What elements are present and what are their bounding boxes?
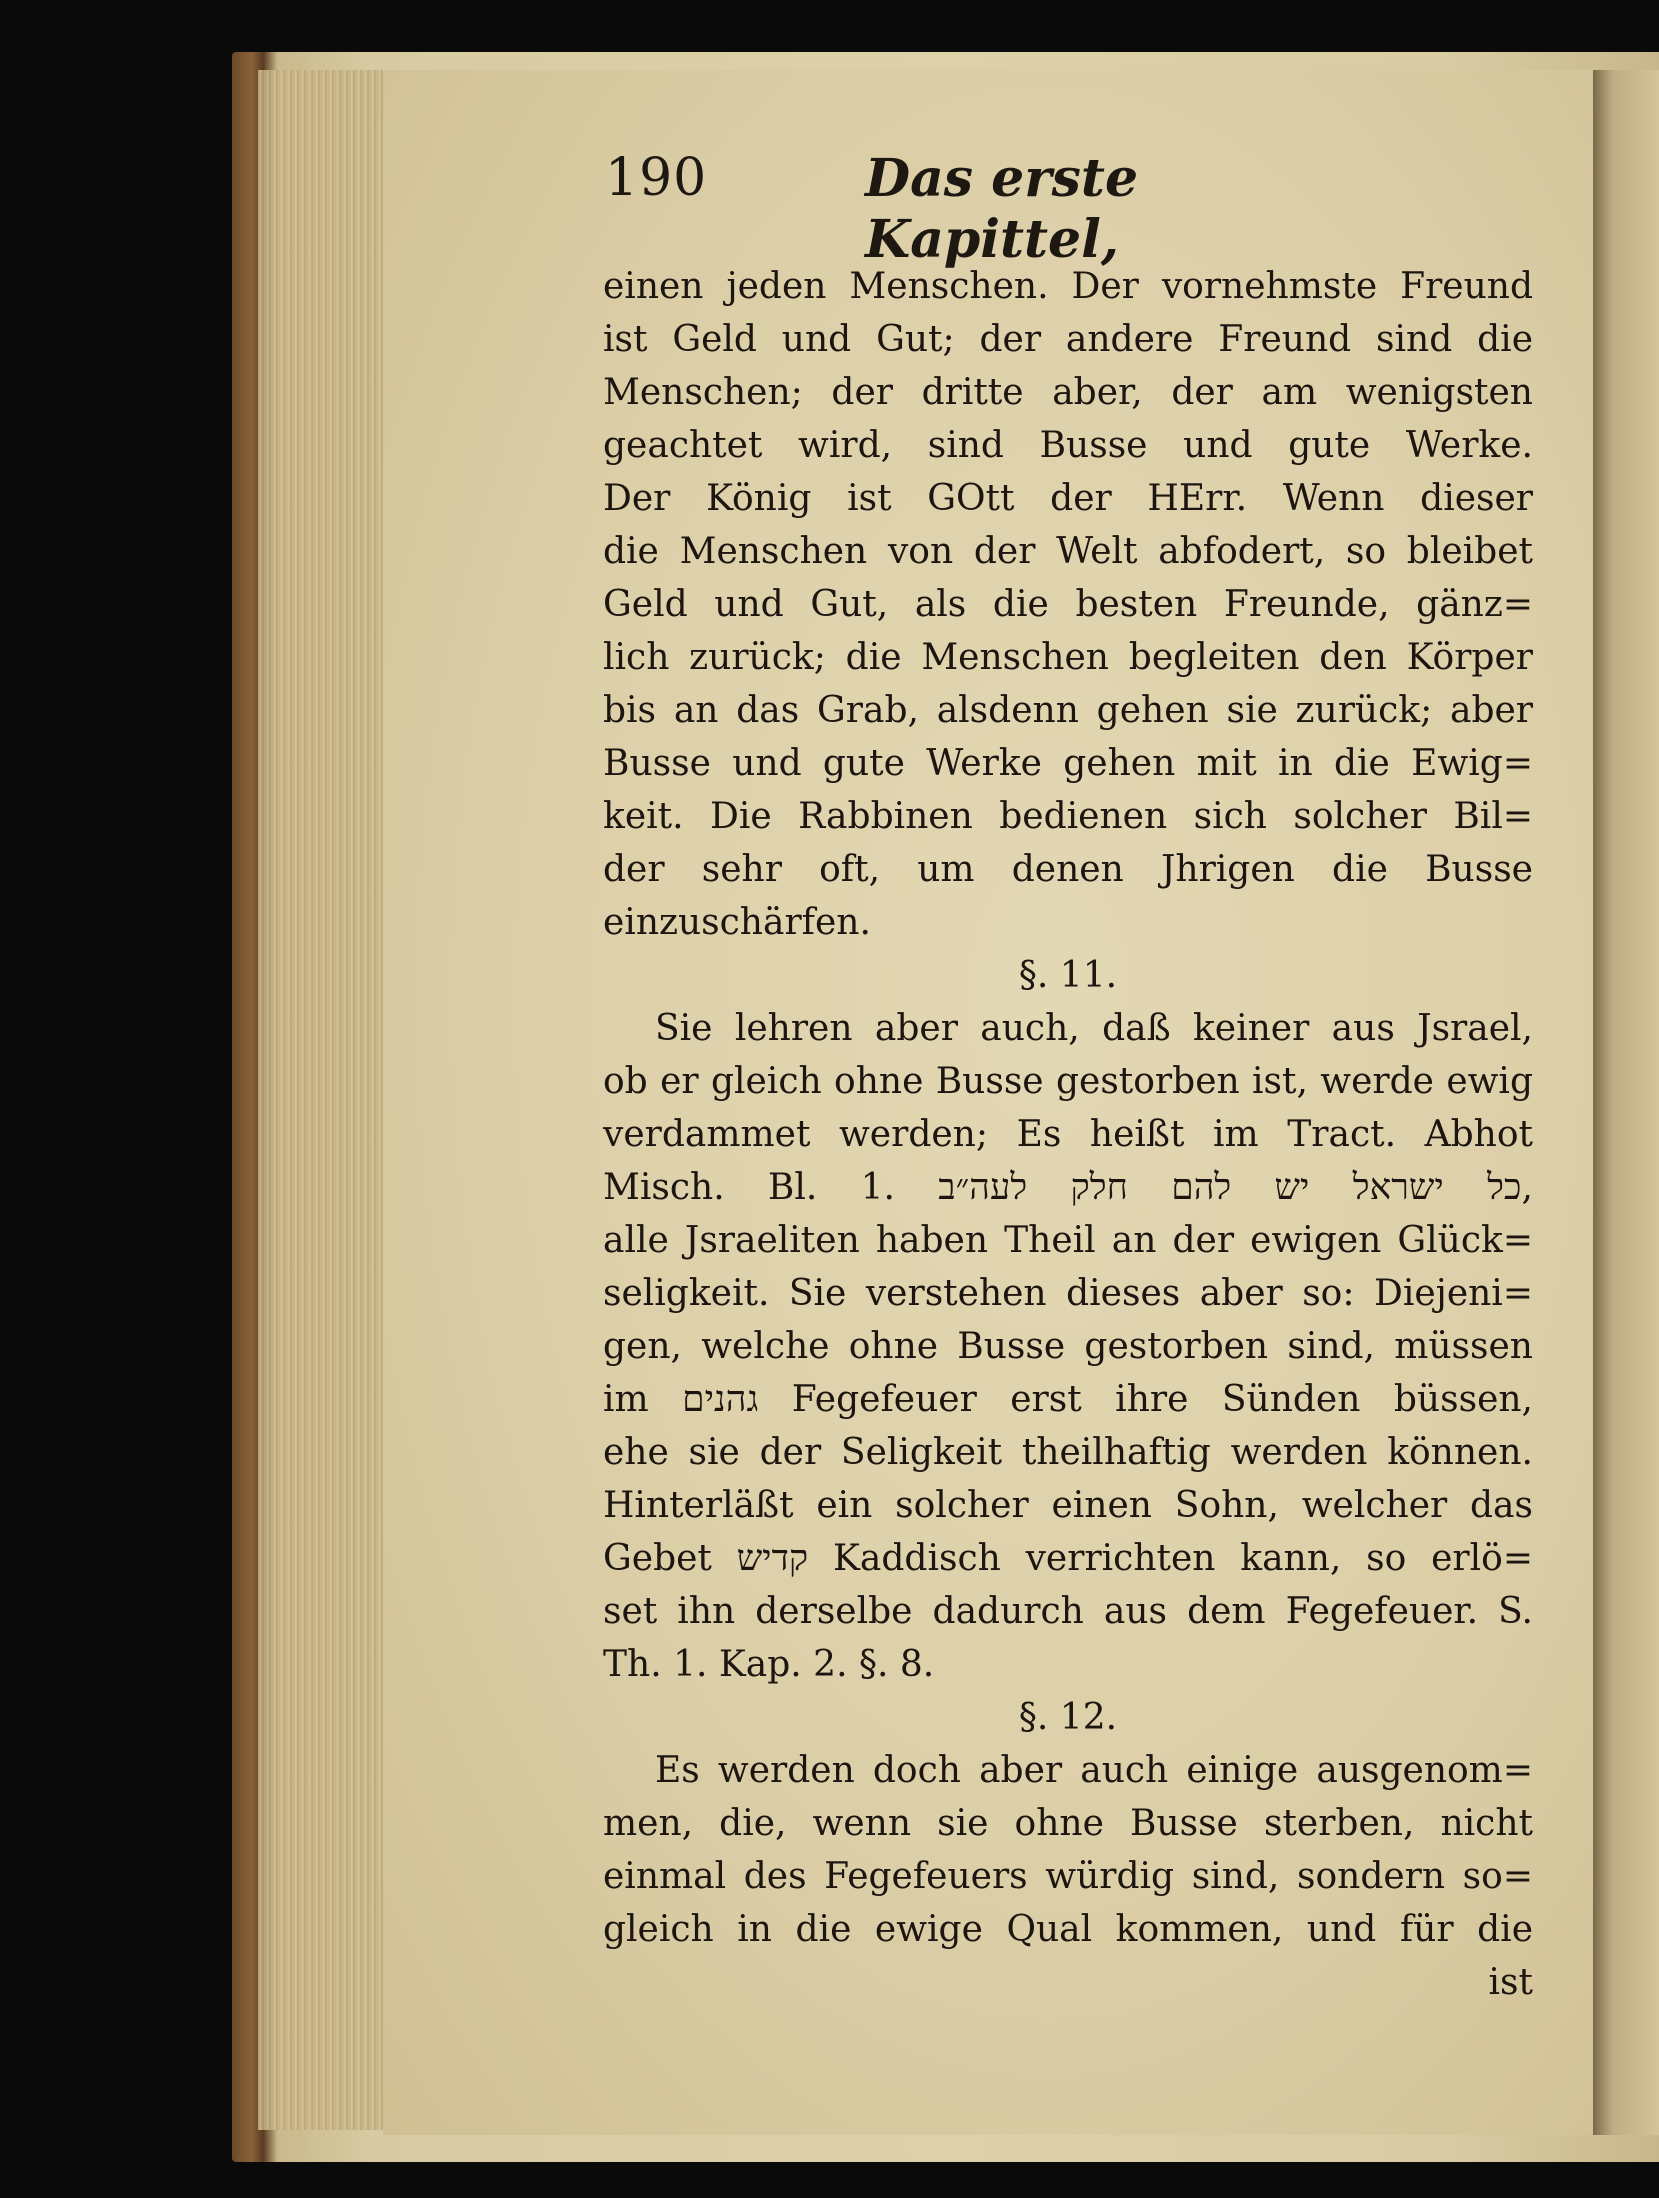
text-line: Busse und gute Werke gehen mit in die Ewig= [603,743,1533,784]
text-line: der sehr oft, um denen Jhrigen die Busse [603,849,1533,890]
text-line-hebrew: im גהנים Fegefeuer erst ihre Sünden büssen, [603,1379,1534,1420]
text-line-hebrew: Gebet קדיש Kaddisch verrichten kann, so erlö= [603,1538,1533,1579]
catchword: ist [1488,1962,1533,2003]
text-line: set ihn derselbe dadurch aus dem Fegefeuer. S. [603,1591,1533,1632]
running-head: Das erste Kapittel, [865,148,1139,270]
text-line: alle Jsraeliten haben Theil an der ewigen Glück= [603,1220,1533,1261]
page-header [605,148,1325,270]
text-line: Th. 1. Kap. 2. §. 8. [603,1644,935,1685]
text-line: gleich in die ewige Qual kommen, und für die [603,1909,1533,1950]
text-line: ist Geld und Gut; der andere Freund sind die [603,319,1533,360]
page-edges [258,70,383,2130]
body-text [603,260,1533,2009]
text-line: ehe sie der Seligkeit theilhaftig werden können. [603,1432,1533,1473]
section-heading-11: §. 11. [1018,955,1118,996]
text-line: einmal des Fegefeuers würdig sind, sondern so= [603,1856,1533,1897]
text-line: ob er gleich ohne Busse gestorben ist, werde ewig [603,1061,1533,1102]
text-line: bis an das Grab, alsdenn gehen sie zurück; aber [603,690,1533,731]
text-line: einen jeden Menschen. Der vornehmste Freund [603,266,1533,307]
text-line: die Menschen von der Welt abfodert, so bleibet [603,531,1533,572]
text-line: geachtet wird, sind Busse und gute Werke. [603,425,1533,466]
text-line: einzuschärfen. [603,902,871,943]
text-line: Geld und Gut, als die besten Freunde, gänz= [603,584,1533,625]
text-line: Sie lehren aber auch, daß keiner aus Jsrael, [655,1008,1533,1049]
text-line: gen, welche ohne Busse gestorben sind, müssen [603,1326,1533,1367]
facing-page-edge [1593,70,1659,2135]
text-line: lich zurück; die Menschen begleiten den Körper [603,637,1533,678]
text-line: Menschen; der dritte aber, der am wenigsten [603,372,1533,413]
text-line: men, die, wenn sie ohne Busse sterben, nicht [603,1803,1533,1844]
section-heading-12: §. 12. [1018,1697,1118,1738]
text-line: seligkeit. Sie verstehen dieses aber so: Diejeni= [603,1273,1533,1314]
text-line: Hinterläßt ein solcher einen Sohn, welcher das [603,1485,1533,1526]
text-line-hebrew: Misch. Bl. 1. כל ישראל יש להם חלק לעה״ב, [603,1167,1533,1208]
page-number: 190 [605,148,708,208]
text-line: Der König ist GOtt der HErr. Wenn dieser [603,478,1533,519]
text-line: keit. Die Rabbinen bedienen sich solcher Bil= [603,796,1533,837]
text-line: verdammet werden; Es heißt im Tract. Abhot [603,1114,1533,1155]
text-line: Es werden doch aber auch einige ausgenom= [655,1750,1533,1791]
